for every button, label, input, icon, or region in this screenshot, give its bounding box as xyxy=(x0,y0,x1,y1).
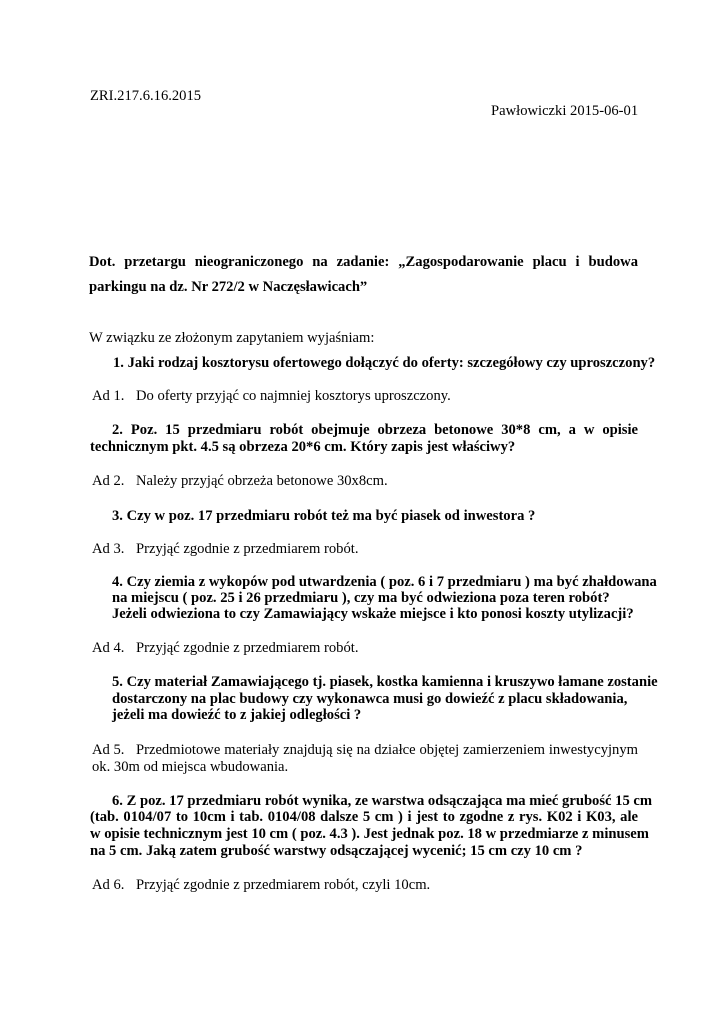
question-4-line-1: 4. Czy ziemia z wykopów pod utwardzenia ( poz. 6 i 7 przedmiaru ) ma być zhałdowana xyxy=(112,574,657,590)
answer-2-text: Należy przyjąć obrzeża betonowe 30x8cm. xyxy=(136,473,388,489)
answer-4-label: Ad 4. xyxy=(92,640,125,656)
question-1-line-1: 1. Jaki rodzaj kosztorysu ofertowego dołączyć do oferty: szczegółowy czy uproszczony? xyxy=(113,355,656,371)
question-2-line-2: technicznym pkt. 4.5 są obrzeza 20*6 cm. Który zapis jest właściwy? xyxy=(90,439,516,455)
question-2-line-1: 2. Poz. 15 przedmiaru robót obejmuje obrzeza betonowe 30*8 cm, a w opisie xyxy=(112,422,638,438)
answer-5-label: Ad 5. xyxy=(92,742,125,758)
answer-2-label: Ad 2. xyxy=(92,473,125,489)
answer-6-label: Ad 6. xyxy=(92,877,125,893)
answer-4-text: Przyjąć zgodnie z przedmiarem robót. xyxy=(136,640,359,656)
question-4-line-2: na miejscu ( poz. 25 i 26 przedmiaru ), czy ma być odwieziona poza teren robót? xyxy=(112,590,610,606)
question-3-line-1: 3. Czy w poz. 17 przedmiaru robót też ma być piasek od inwestora ? xyxy=(112,508,536,524)
answer-5-text-line-1: Przedmiotowe materiały znajdują się na działce objętej zamierzeniem inwestycyjnym xyxy=(136,742,638,758)
place-date: Pawłowiczki 2015-06-01 xyxy=(491,103,639,119)
question-6-line-1: 6. Z poz. 17 przedmiaru robót wynika, ze warstwa odsączająca ma mieć grubość 15 cm xyxy=(112,793,653,809)
answer-6-text: Przyjąć zgodnie z przedmiarem robót, czyli 10cm. xyxy=(136,877,431,893)
answer-5-text-line-2: ok. 30m od miejsca wbudowania. xyxy=(92,759,289,775)
question-5-line-3: jeżeli ma dowieźć to z jakiej odległości ? xyxy=(112,707,362,723)
subject-line-1: Dot. przetargu nieograniczonego na zadanie: „Zagospodarowanie placu i budowa xyxy=(89,254,638,270)
subject-line-2: parkingu na dz. Nr 272/2 w Naczęsławicach” xyxy=(89,279,368,295)
question-6-line-2: (tab. 0104/07 to 10cm i tab. 0104/08 dalsze 5 cm ) i jest to zgodne z rys. K02 i K03, ale xyxy=(90,809,638,825)
question-5-line-1: 5. Czy materiał Zamawiającego tj. piasek, kostka kamienna i kruszywo łamane zostanie xyxy=(112,674,658,690)
intro-text: W związku ze złożonym zapytaniem wyjaśniam: xyxy=(89,330,375,346)
answer-3-label: Ad 3. xyxy=(92,541,125,557)
question-6-line-4: na 5 cm. Jaką zatem grubość warstwy odsączającej wycenić; 15 cm czy 10 cm ? xyxy=(90,843,583,859)
answer-1-label: Ad 1. xyxy=(92,388,125,404)
reference-number: ZRI.217.6.16.2015 xyxy=(90,88,202,104)
question-6-line-3: w opisie technicznym jest 10 cm ( poz. 4.3 ). Jest jednak poz. 18 w przedmiarze z minusem xyxy=(90,826,649,842)
question-4-line-3: Jeżeli odwieziona to czy Zamawiający wskaże miejsce i kto ponosi koszty utylizacji? xyxy=(112,606,634,622)
answer-1-text: Do oferty przyjąć co najmniej kosztorys uproszczony. xyxy=(136,388,451,404)
question-5-line-2: dostarczony na plac budowy czy wykonawca musi go dowieźć z placu składowania, xyxy=(112,691,628,707)
answer-3-text: Przyjąć zgodnie z przedmiarem robót. xyxy=(136,541,359,557)
